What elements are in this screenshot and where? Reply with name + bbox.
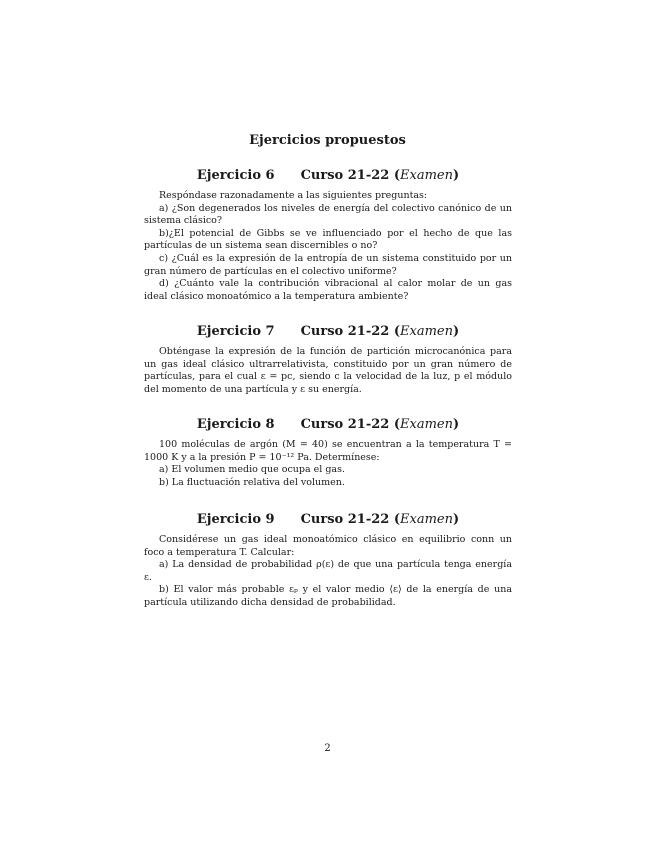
exercise-type: Examen	[400, 417, 453, 432]
exercise-7	[144, 324, 512, 396]
exercise-course: Curso 21-22	[300, 417, 390, 432]
exercise-heading: Ejercicio 9 Curso 21-22 (Examen)	[196, 512, 460, 527]
exercise-course: Curso 21-22	[300, 168, 390, 183]
exercise-heading: Ejercicio 8 Curso 21-22 (Examen)	[196, 417, 460, 432]
exercise-type: Examen	[400, 512, 453, 527]
exercise-type: Examen	[400, 324, 453, 339]
exercise-body	[144, 346, 512, 396]
exercise-paragraph: b)¿El potencial de Gibbs se ve influenciado por el hecho de que las partículas de un sistema sean discernibles o no?	[144, 227, 512, 252]
exercise-paragraph: c) ¿Cuál es la expresión de la entropía de un sistema constituido por un gran número de partículas en el colectivo uniforme?	[144, 252, 512, 277]
exercise-number: Ejercicio 9	[196, 512, 275, 527]
exercise-paragraph: b) La fluctuación relativa del volumen.	[159, 476, 345, 488]
exercise-heading: Ejercicio 7 Curso 21-22 (Examen)	[196, 324, 460, 339]
exercise-paragraph: a) ¿Son degenerados los niveles de energía del colectivo canónico de un sistema clásico?	[144, 202, 512, 227]
exercise-type: Examen	[400, 168, 453, 183]
exercise-8	[144, 417, 512, 489]
exercise-paragraph: Considérese un gas ideal monoatómico clásico en equilibrio conn un foco a temperatura T. Calcular:	[144, 534, 512, 558]
exercise-paragraph: d) ¿Cuánto vale la contribución vibracional al calor molar de un gas ideal clásico monoatómico a la temperatura ambiente?	[144, 278, 512, 302]
section-title: Ejercicios propuestos	[249, 133, 406, 148]
exercise-course: Curso 21-22	[300, 512, 390, 527]
exercise-number: Ejercicio 6	[196, 168, 275, 183]
exercise-9	[144, 512, 512, 610]
exercise-course: Curso 21-22	[300, 324, 390, 339]
exercise-number: Ejercicio 7	[196, 324, 275, 339]
exercise-paragraph: b) El valor más probable εₚ y el valor medio ⟨ε⟩ de la energía de una partícula utilizando dicha densidad de probabilidad.	[144, 584, 512, 608]
page-number: 2	[324, 743, 331, 754]
exercise-body	[144, 534, 512, 610]
exercise-paragraph: Respóndase razonadamente a las siguientes preguntas:	[159, 190, 428, 201]
exercise-6	[144, 168, 512, 303]
exercise-paragraph: Obténgase la expresión de la función de partición microcanónica para un gas ideal clásico ultrarrelativista, constituido por un gran número de partículas, para el cual ε = pc, siendo c la velocidad de la luz, p el módulo del momento de una partícula y ε su energía.	[144, 346, 512, 395]
exercise-body	[144, 190, 512, 303]
exercise-paragraph: a) La densidad de probabilidad ρ(ε) de que una partícula tenga energía ε.	[144, 559, 512, 583]
exercise-number: Ejercicio 8	[196, 417, 275, 432]
exercise-heading: Ejercicio 6 Curso 21-22 (Examen)	[196, 168, 460, 183]
exercise-paragraph: 100 moléculas de argón (M = 40) se encuentran a la temperatura T = 1000 K y a la presión P = 10⁻¹² Pa. Determínese:	[144, 439, 512, 463]
exercise-body	[144, 439, 512, 489]
exercise-paragraph: a) El volumen medio que ocupa el gas.	[159, 464, 345, 476]
